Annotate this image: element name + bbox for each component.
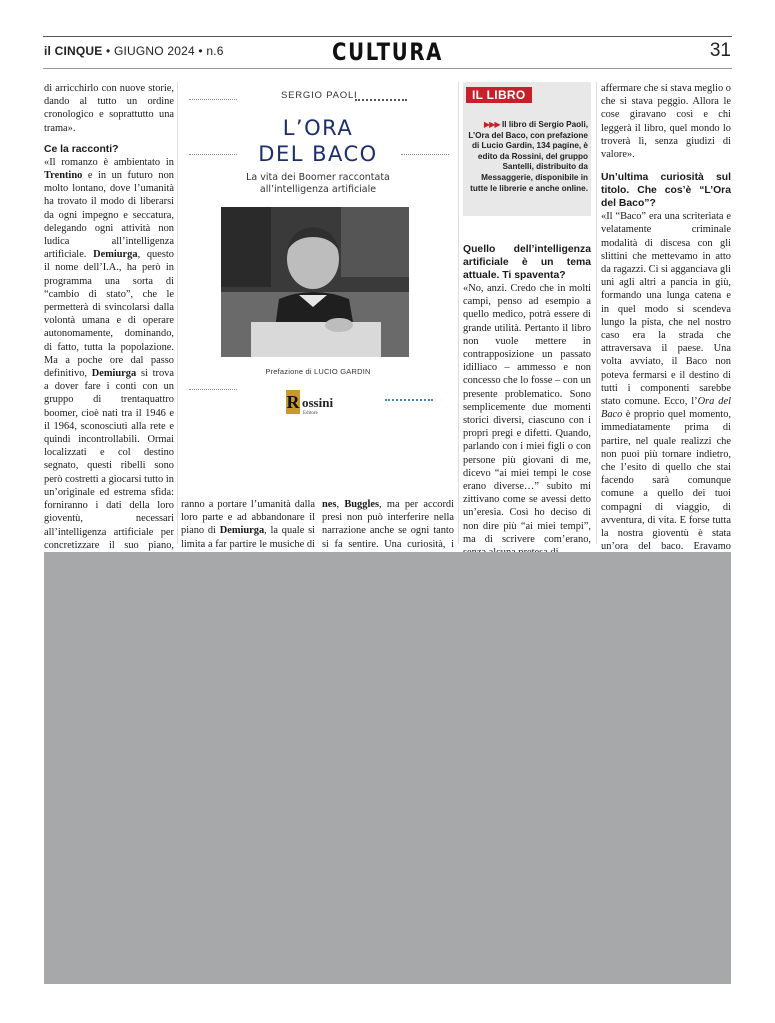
article-column-1 — [44, 82, 174, 618]
book-cover — [181, 82, 455, 492]
publication-masthead: il CINQUE • GIUGNO 2024 • n.6 — [44, 44, 224, 58]
book-subtitle-line-1: La vita dei Boomer raccontata — [246, 172, 390, 183]
page-number: 31 — [709, 40, 731, 61]
character-name: Demiurga — [91, 368, 137, 380]
character-name: Demiurga — [219, 525, 265, 537]
paragraph: «No, anzi. Credo che in molti campi, penso ad esempio a quello medico, potrà essere di grande utilità. Pertanto il libro non vuole mettere in contrapposizione un passato idilliaco – ammesso e non concesso che lo fosse – con un presente problematico. Sono semplicemente due momenti storici diversi, ciascuno con i propri pregi e difetti. Quando, parlando con i miei figli o con persone più giovani di me, dicevo “ai miei tempi le cose erano diverse…” subito mi zittivano come se avessi detto un’eresia. Così ho deciso di non dire più “ai miei tempi”, ma di scrivere com’erano, — [463, 283, 591, 545]
decorative-dotted-line — [401, 154, 449, 155]
column-divider — [458, 82, 459, 544]
book-info-text: ▶▶▶ Il libro di Sergio Paoli, L’Ora del Baco, con prefazione di Lucio Gardin, 134 pagine, è edito da Rossini, del gruppo Santelli, distribuito da Messaggerie, disponibile in tutte le librerie e anche online. — [468, 120, 588, 193]
decorative-dotted-line — [189, 389, 237, 390]
issue-number: n.6 — [206, 44, 224, 58]
character-name: Demiurga — [93, 249, 138, 261]
publisher-tagline: Editore — [303, 411, 318, 416]
place-name: Trentino — [44, 170, 83, 182]
cover-photo-illustration — [221, 207, 409, 357]
publisher-logo — [286, 390, 346, 420]
decorative-dotted-line — [355, 99, 407, 101]
column-divider — [177, 82, 178, 544]
paragraph: ranno a portare l’umanità dalla loro parte e ad abbandonare il piano di Demiurga, la quale si limita a far partire le musiche di — [181, 498, 315, 604]
paragraph: nes, Buggles, ma per accordi presi non può interferire nella narrazione anche se ogni tanto si fa sentire. Una curiosità, i — [322, 498, 454, 590]
section-title: CULTURA — [332, 38, 443, 66]
article-column-5 — [601, 82, 731, 593]
arrows-icon: ▶▶▶ — [483, 120, 500, 129]
header-bottom-rule — [43, 68, 732, 69]
artist-name: Buggles — [344, 499, 379, 510]
cover-photo-boy-writing — [221, 207, 409, 357]
paragraph: di arricchirlo con nuove storie, dando al tutto un ordine cronologico e soprattutto una trama». — [44, 83, 174, 134]
column-divider — [596, 82, 597, 544]
decorative-dotted-line — [385, 399, 433, 401]
question-heading: Ce la racconti? — [44, 143, 119, 155]
book-preface-credit: Prefazione di LUCIO GARDIN — [265, 367, 371, 376]
issue-date: GIUGNO 2024 — [113, 44, 195, 58]
book-title-line-2: DEL BACO — [258, 142, 378, 166]
paragraph: «Il romanzo è ambientato in Trentino e in un futuro non molto lontano, dove l’umanità ha trovato il modo di liberarsi da ogni impegno e seccatura, delegando ogni attività non ludica all’intelligenza artificiale. Demiurga, questo il nome dell’I.A., ha però in programma una sorta di “cambio di stato”, che le permetterà di svincolarsi dalla volontà umana e di operare autonomamente, dominando, di fatto, tutta la popolazione. Ma a poche ore dal passo definitivo, Demiurga si trova a dover fare i conti con un gruppo di trentaquattro boomer, cioè nati tra il 1946 e il 1964, sconosciuti alla rete e quindi incontrollabili. Ormai localizzati e col destino segnato, questi ribelli sono però costretti a giocarsi tutto in un’originale ed estrema sfida: forniranno i dati della loro gioventù, necessari all’intelligenza artificiale per concretizzare il suo piano, — [44, 156, 174, 551]
book-info-label: IL LIBRO — [466, 87, 532, 103]
publisher-name: ossini — [302, 395, 334, 410]
publisher-logo-initial: R — [286, 392, 300, 412]
question-heading: Un’ultima curiosità sul titolo. Che cos’è “L’Ora del Baco”? — [601, 172, 731, 210]
article-column-4 — [463, 243, 591, 559]
header-top-rule — [43, 36, 732, 37]
artist-name: nes — [322, 499, 337, 510]
book-title-line-1: L’ORA — [282, 116, 354, 140]
decorative-dotted-line — [189, 99, 237, 100]
book-author: SERGIO PAOLI — [281, 90, 358, 101]
book-title-inline: Ora del Baco — [601, 396, 731, 421]
publication-name: il CINQUE — [44, 44, 103, 58]
question-heading: Quello dell’intelligenza artificiale è un tema attuale. Ti spaventa? — [463, 244, 591, 281]
paragraph: affermare che si stava meglio o che si stava peggio. Allora le cose giravano così e chi leggerà il libro, quel mondo lo troverà lì, senza giudizi di valore». — [601, 83, 731, 161]
book-info-box — [463, 82, 591, 216]
paragraph: «Il “Baco” era una scriteriata e velatamente criminale modalità di discesa con gli slittini che mettevamo in atto da ragazzi. Ci si agganciava gli uni agli altri a pancia in giù, formando una lunga catena e in quel modo si scendeva lungo la pista, che nel nostro caso era la strada che attraversava il paese. Una volta avviato, il Baco non poteva fermarsi e il destino di tutti i componenti sarebbe stato comune. Ecco, l’Ora del Baco è proprio quel momento, immediatamente prima di partire, nel quale realizzi che non puoi più tornare indietro, che l’esito di quello che stai facendo sarà comunque comune a quello dei tuoi compagni di viaggio, di avventura, di vita. E forse tutta la nostra gioventù è stata un’ora del baco. Eravamo — [601, 211, 731, 553]
advertisement-area — [44, 552, 731, 984]
book-subtitle-line-2: all’intelligenza artificiale — [259, 184, 377, 195]
